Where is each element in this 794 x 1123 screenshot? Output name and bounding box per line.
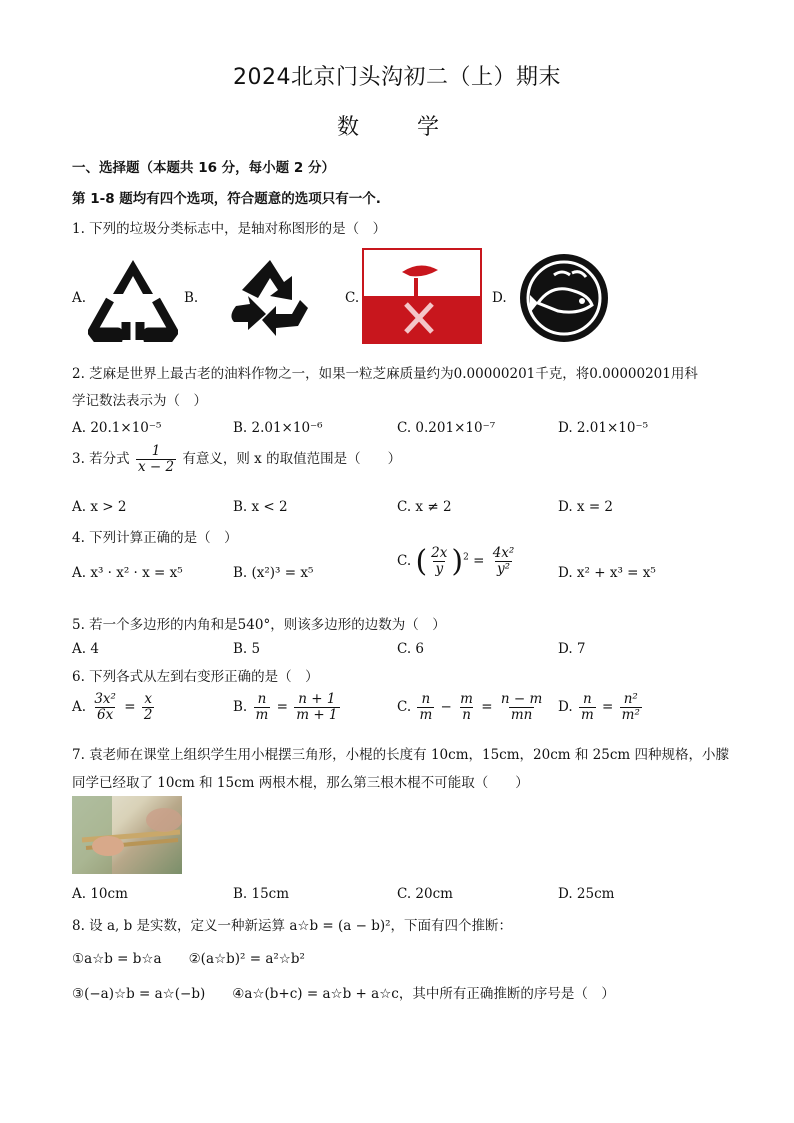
q2-option-b: B. 2.01×10⁻⁶ [233, 420, 323, 436]
recycle-arrows-icon [226, 256, 314, 338]
q5-option-a: A. 4 [72, 641, 99, 657]
q6-stem: 6. 下列各式从左到右变形正确的是（ ） [72, 669, 319, 685]
q6-option-b: B. $\frac{n}{m}$ = $\frac{n + 1}{m + 1}$ [233, 691, 338, 723]
q8-line2: ①a☆b = b☆a ②(a☆b)² = a²☆b² [72, 951, 305, 967]
q4-c-right-num: 4x² [492, 545, 515, 562]
q3-fraction [136, 444, 176, 475]
section-heading: 一、选择题（本题共 16 分，每小题 2 分） [72, 160, 335, 176]
q7-option-a: A. 10cm [72, 886, 128, 902]
q5-option-c: C. 6 [397, 641, 425, 657]
q6-b-d1: m [255, 706, 269, 723]
sticks-photo [72, 796, 182, 874]
q6-b-d2: m + 1 [296, 706, 338, 723]
q7-stem-line1: 7. 袁老师在课堂上组织学生用小棍摆三角形，小棍的长度有 10cm，15cm，20cm 和 25cm 四种规格，小朦 [72, 747, 729, 763]
q6-option-d: D. $\frac{n}{m}$ = $\frac{\text{n²}}{\text{m²}}$ [558, 691, 640, 723]
q4-option-d: D. x² + x³ = x⁵ [558, 565, 656, 581]
q1-label-d: D. [492, 290, 507, 306]
q6-d-d2: m² [621, 706, 640, 723]
q4-c-left-num: 2x [431, 545, 448, 562]
q6-a-d1: 6x [97, 706, 114, 723]
q5-option-d: D. 7 [558, 641, 586, 657]
q4-option-a: A. x³ · x² · x = x⁵ [72, 565, 183, 581]
q6-b-n2: n + 1 [298, 691, 336, 707]
q4-option-c: C. ( $\frac{2x}{y}$ )$^2$ = $\frac{\text{4x²}}{\text{y²}}$ [397, 544, 515, 579]
q1-label-a: A. [72, 290, 87, 306]
q4-stem: 4. 下列计算正确的是（ ） [72, 530, 238, 546]
q8-stem: 8. 设 a, b 是实数，定义一种新运算 a☆b = (a − b)²，下面有四个推断： [72, 918, 513, 934]
q6-d-n1: n [582, 691, 592, 707]
q7-option-d: D. 25cm [558, 886, 615, 902]
q3-option-c: C. x ≠ 2 [397, 499, 452, 515]
q6-a-n1: 3x² [94, 691, 116, 707]
q2-option-a: A. 20.1×10⁻⁵ [72, 420, 162, 436]
q6-b-n1: n [257, 691, 267, 707]
q2-stem-line1: 2. 芝麻是世界上最古老的油料作物之一，如果一粒芝麻质量约为0.00000201千克，将0.00000201用科 [72, 366, 698, 382]
q7-option-c: C. 20cm [397, 886, 453, 902]
q4-option-c-label: C. [397, 553, 412, 569]
q6-a-d2: 2 [143, 706, 153, 723]
q2-stem-line2: 学记数法表示为（ ） [72, 393, 207, 409]
page-title: 2024北京门头沟初二（上）期末 [233, 65, 561, 90]
q6-a-label: A. [72, 698, 87, 715]
q6-c-n2: m [460, 691, 473, 707]
q3-num: 1 [151, 443, 161, 459]
q1-label-c: C. [345, 290, 360, 306]
kitchen-waste-icon [362, 248, 482, 344]
q7-option-b: B. 15cm [233, 886, 290, 902]
q6-c-n3: n − m [500, 691, 543, 707]
q4-c-right-den: y² [497, 561, 511, 577]
q2-option-d: D. 2.01×10⁻⁵ [558, 420, 649, 436]
q6-b-label: B. [233, 698, 248, 715]
subject-title: 数 学 [336, 115, 457, 140]
recycle-triangle-icon [88, 256, 178, 342]
q6-d-label: D. [558, 698, 573, 715]
q6-c-n1: n [421, 691, 431, 707]
q6-a-n2: x [144, 691, 152, 707]
q5-stem: 5. 若一个多边形的内角和是540°，则该多边形的边数为（ ） [72, 617, 446, 633]
q6-option-a: A. $\frac{\text{3x²}}{6x}$ = $\frac{x}{2}$ [72, 691, 153, 723]
q6-c-label: C. [397, 698, 412, 715]
q8-line3: ③(−a)☆b = a☆(−b) ④a☆(b+c) = a☆b + a☆c，其中所有正确推断的序号是（ ） [72, 986, 615, 1002]
q3-option-a: A. x > 2 [72, 499, 127, 515]
q3-prefix: 3. 若分式 [72, 450, 130, 467]
q1-stem: 1. 下列的垃圾分类标志中，是轴对称图形的是（ ） [72, 221, 387, 237]
section-instruction: 第 1-8 题均有四个选项，符合题意的选项只有一个. [72, 191, 381, 207]
fish-badge-icon [518, 253, 610, 343]
q3-suffix: 有意义，则 x 的取值范围是（ ） [182, 450, 402, 467]
q6-c-d1: m [419, 706, 433, 723]
q1-label-b: B. [184, 290, 199, 306]
q3-option-d: D. x = 2 [558, 499, 614, 515]
q3-stem [72, 444, 401, 475]
q2-option-c: C. 0.201×10⁻⁷ [397, 420, 496, 436]
q3-option-b: B. x < 2 [233, 499, 288, 515]
q6-option-c: C. $\frac{n}{m}$ − $\frac{m}{n}$ = $\frac{n - m}{mn}$ [397, 691, 543, 723]
q7-stem-line2: 同学已经取了 10cm 和 15cm 两根木棍，那么第三根木棍不可能取（ ） [72, 775, 529, 791]
q5-option-b: B. 5 [233, 641, 261, 657]
q4-c-left-den: y [435, 561, 444, 577]
q6-c-d3: mn [510, 706, 533, 723]
q6-d-d1: m [580, 706, 594, 723]
q3-den: x − 2 [137, 458, 175, 475]
q6-d-n2: n² [623, 691, 638, 707]
q4-option-b: B. (x²)³ = x⁵ [233, 565, 314, 581]
q6-c-d2: n [462, 706, 471, 723]
